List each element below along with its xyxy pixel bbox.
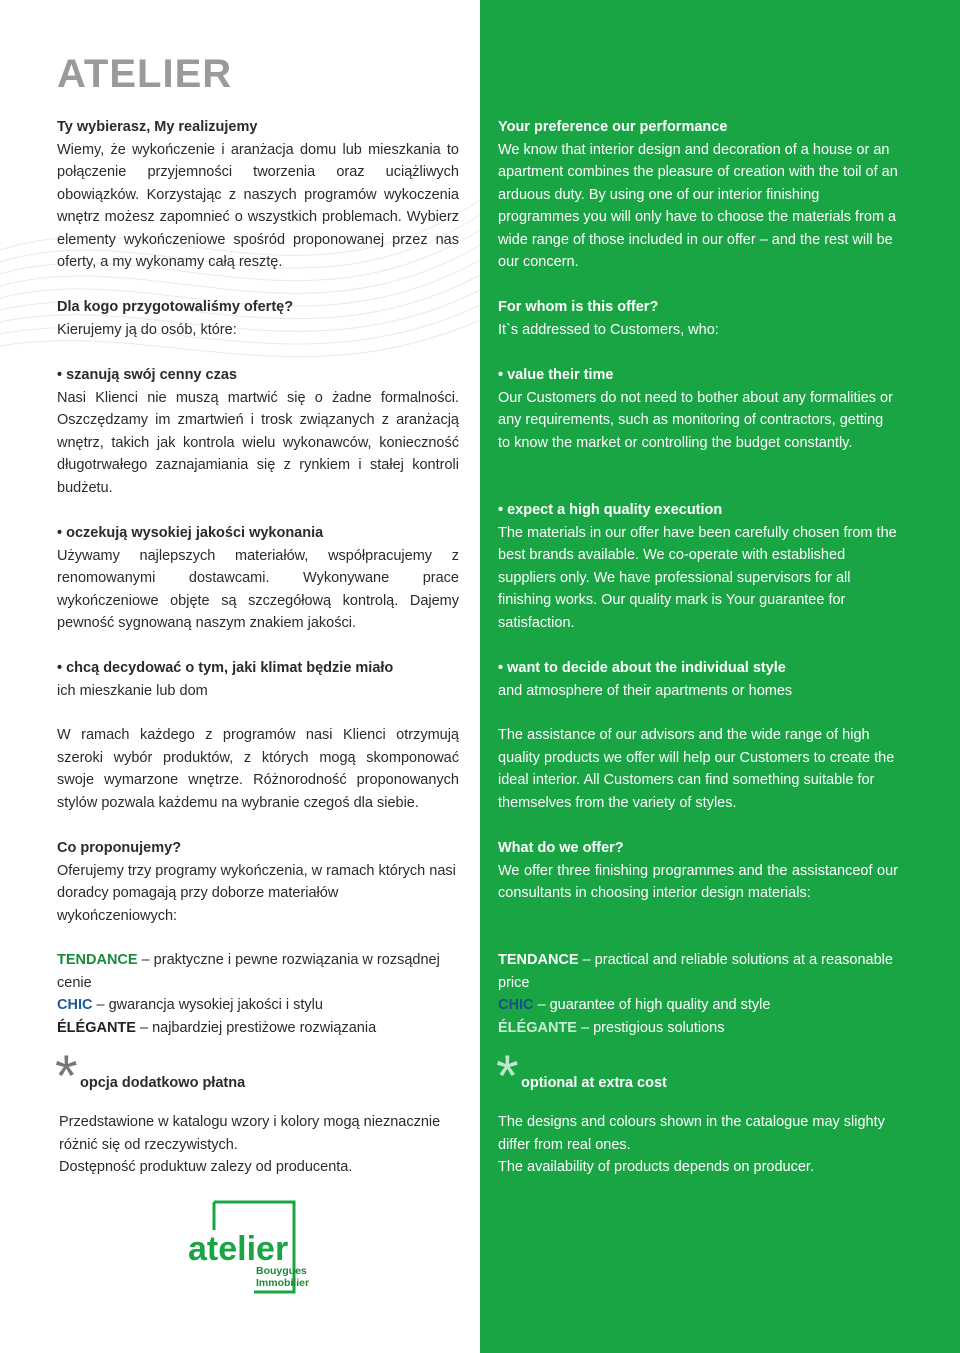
pl-bullet-1-text: Nasi Klienci nie muszą martwić się o żadne formalności. Oszczędzamy im zmartwień i trosk związanych z aranżacją wnętrz, takich jak kontrola wielu wykonawców, konieczność długotrwałego zaznajamiania się z rynkiem i stałej kontroli budżetu. (57, 389, 459, 496)
en-bullet-1 (498, 364, 898, 454)
pl-bullet-3-text: ich mieszkanie lub dom (57, 682, 208, 699)
en-notes (498, 1111, 898, 1179)
en-offer-heading: What do we offer? (498, 840, 624, 856)
pl-range-section (57, 724, 459, 814)
en-bullet-1-text: Our Customers do not need to bother about any formalities or any requirements, such as monitoring of contractors, getting to know the market or controlling the budget constantly. (498, 389, 893, 451)
pl-elegante-desc: – najbardziej prestiżowe rozwiązania (135, 1019, 377, 1036)
pl-programme-chic (57, 994, 459, 1017)
pl-for-whom-text: Kierujemy ją do osób, które: (57, 321, 237, 338)
pl-bullet-2-text: Używamy najlepszych materiałów, współpracujemy z renomowanymi dostawcami. Wykonywane prace wykończeniowe objęte są szczegółową kontrolą. Dajemy pewność sygnowaną naszym znakiem jakości. (57, 547, 459, 631)
en-chic-desc: – guarantee of high quality and style (533, 997, 771, 1013)
pl-programme-tendance (57, 949, 459, 994)
pl-for-whom-section (57, 296, 459, 341)
en-range-text: The assistance of our advisors and the wide range of high quality products we offer will help our Customers to create the ideal interior. All Customers can find something suitable for themselves from the variety of styles. (498, 727, 895, 811)
en-chic-name: CHIC (498, 997, 534, 1013)
en-elegante-desc: – prestigious solutions (576, 1019, 725, 1036)
pl-range-text: W ramach każdego z programów nasi Klienci otrzymują szeroki wybór produktów, z których mogą skomponować swoje wymarzone wnętrze. Różnorodność proponowanych stylów pozwala każdemu na wybranie czegoś dla siebie. (57, 727, 459, 811)
en-option-text: optional at extra cost (521, 1075, 667, 1091)
en-for-whom-text: It`s addressed to Customers, who: (498, 321, 719, 338)
en-bullet-1-heading: • value their time (498, 364, 898, 387)
pl-chic-name: CHIC (57, 997, 93, 1013)
en-note-2: The availability of products depends on producer. (498, 1159, 814, 1175)
en-asterisk-icon: * (496, 1044, 519, 1109)
pl-programmes-list (57, 949, 459, 1039)
atelier-bouygues-logo (186, 1200, 310, 1304)
en-tendance-name: TENDANCE (498, 952, 579, 968)
pl-offer-text: Oferujemy trzy programy wykończenia, w ramach których nasi doradcy pomagają przy doborze materiałów wykończeniowych: (57, 862, 456, 924)
logo-sub-1: Bouygues (256, 1265, 307, 1277)
en-bullet-2-heading: • expect a high quality execution (498, 499, 898, 522)
logo-word: atelier (188, 1230, 289, 1268)
en-bullet-3-text: and atmosphere of their apartments or homes (498, 682, 793, 699)
pl-note-1: Przedstawione w katalogu wzory i kolory mogą nieznacznie różnić się od rzeczywistych. (59, 1114, 441, 1153)
pl-bullet-1 (57, 364, 459, 499)
pl-notes (59, 1111, 461, 1179)
en-programme-elegante (498, 1017, 898, 1040)
en-programmes-list (498, 949, 898, 1039)
en-elegante-name: ÉLÉGANTE (498, 1019, 577, 1036)
en-intro-section (498, 116, 898, 274)
pl-chic-desc: – gwarancja wysokiej jakości i stylu (92, 997, 323, 1013)
en-tendance-desc: – practical and reliable solutions at a reasonable price (498, 952, 893, 991)
pl-for-whom-heading: Dla kogo przygotowaliśmy ofertę? (57, 299, 294, 315)
pl-intro-text: Wiemy, że wykończenie i aranżacja domu lub mieszkania to połączenie przyjemności tworzenia oraz uciążliwych obowiązków. Korzystając z naszych programów wykoczenia wnętrz możesz zapomnieć o wszystkich problemach. Wybierz elementy wykończeniowe spośród proponowanej przez nas oferty, a my wykonamy całą resztę. (57, 141, 459, 270)
pl-bullet-3 (57, 657, 459, 702)
en-programme-tendance (498, 949, 898, 994)
en-intro-heading: Your preference our performance (498, 119, 728, 135)
en-bullet-3 (498, 657, 898, 702)
pl-tendance-desc: – praktyczne i pewne rozwiązania w rozsądnej cenie (57, 952, 440, 991)
en-offer-text: We offer three finishing programmes and the assistanceof our consultants in choosing interior design materials: (498, 862, 898, 901)
en-bullet-3-heading: • want to decide about the individual style (498, 657, 898, 680)
pl-intro-heading: Ty wybierasz, My realizujemy (57, 119, 258, 135)
pl-elegante-name: ÉLÉGANTE (57, 1019, 136, 1036)
pl-option-text: opcja dodatkowo płatna (80, 1075, 246, 1091)
pl-programme-elegante (57, 1017, 459, 1040)
logo-sub-2: Immobilier (256, 1277, 310, 1289)
pl-note-2: Dostępność produktuw zalezy od producenta. (59, 1159, 353, 1175)
pl-bullet-2 (57, 522, 459, 635)
pl-tendance-name: TENDANCE (57, 952, 138, 968)
english-column (480, 0, 960, 1353)
en-range-section (498, 724, 898, 814)
en-for-whom-section (498, 296, 898, 341)
page-title: ATELIER (57, 52, 233, 96)
en-bullet-2-text: The materials in our offer have been carefully chosen from the best brands available. We co-operate with established suppliers only. We have professional supervisors for all finishing works. Our quality mark is Your guarantee for satisfaction. (498, 524, 897, 631)
en-programme-chic (498, 994, 898, 1017)
pl-offer-section (57, 837, 459, 927)
en-note-1: The designs and colours shown in the catalogue may slighty differ from real ones. (498, 1114, 885, 1153)
pl-offer-heading: Co proponujemy? (57, 840, 182, 856)
pl-bullet-1-heading: • szanują swój cenny czas (57, 364, 459, 387)
pl-asterisk-icon: * (55, 1044, 78, 1109)
en-for-whom-heading: For whom is this offer? (498, 299, 659, 315)
pl-bullet-3-heading: • chcą decydować o tym, jaki klimat będzie miało (57, 657, 459, 680)
logo-mark (186, 1200, 310, 1296)
pl-bullet-2-heading: • oczekują wysokiej jakości wykonania (57, 522, 459, 545)
en-offer-section (498, 837, 898, 905)
en-intro-text: We know that interior design and decoration of a house or an apartment combines the pleasure of creation with the toil of an arduous duty. By using one of our interior finishing programmes you will only have to choose the materials from a wide range of those included in our offer – and the rest will be our concern. (498, 141, 898, 270)
en-bullet-2 (498, 499, 898, 634)
pl-intro-section (57, 116, 459, 274)
